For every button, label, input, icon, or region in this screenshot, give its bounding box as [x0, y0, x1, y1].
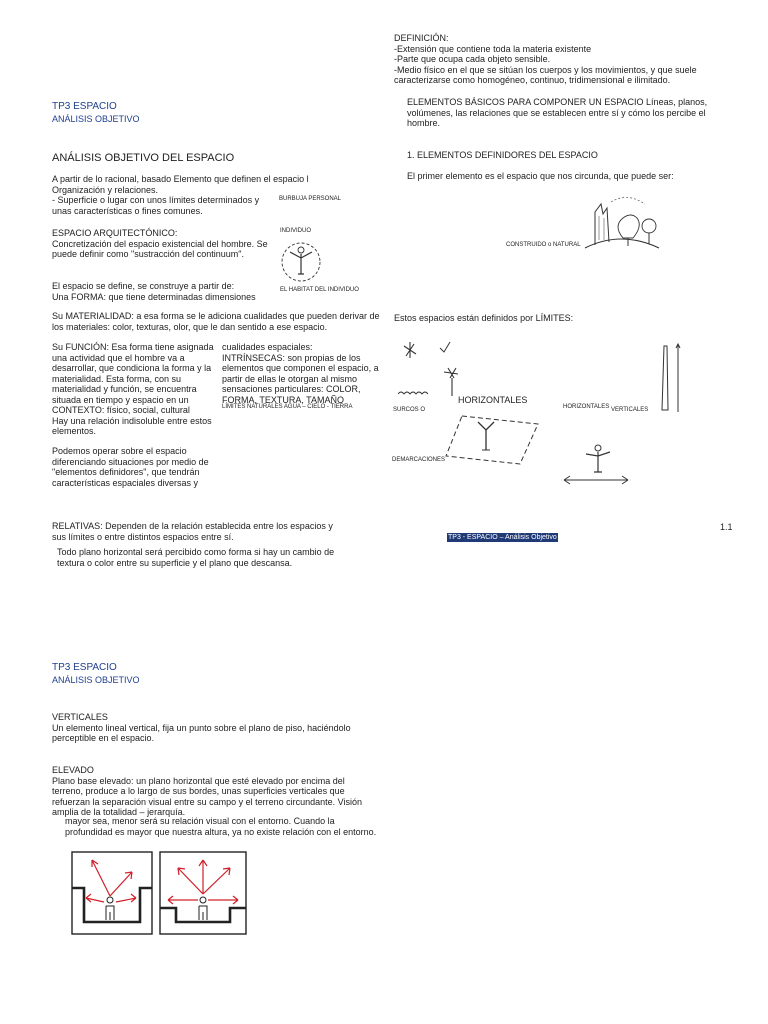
- verticales-line: perceptible en el espacio.: [52, 733, 155, 743]
- intro-line: - Superficie o lugar con unos límites determinados y: [52, 195, 260, 205]
- materialidad-line: los materiales: color, texturas, olor, que le dan sentido a ese espacio.: [52, 321, 328, 332]
- definition-line: -Parte que ocupa cada objeto sensible.: [394, 54, 551, 64]
- mayor-text: [65, 816, 376, 837]
- label-horizontales-small: HORIZONTALES: [563, 404, 610, 410]
- cualidades-text: [222, 342, 379, 405]
- plano-line: textura o color entre su superficie y el plano que descansa.: [57, 557, 293, 568]
- operar-line: diferenciando situaciones por medio de: [52, 456, 209, 467]
- forma-text: [52, 281, 256, 302]
- mayor-line: profundidad es mayor que nuestra altura, ya no existe relación con el entorno.: [65, 826, 377, 837]
- intro-line: A partir de lo racional, basado Elemento que definen el espacio l: [52, 174, 309, 184]
- definition-line: caracterizarse como homogéneo, continuo, tridimensional e ilimitado.: [394, 75, 671, 85]
- label-habitat: EL HABITAT DEL INDIVIDUO: [280, 287, 359, 293]
- materialidad-line: Su MATERIALIDAD: a esa forma se le adiciona cualidades que pueden derivar de: [52, 311, 380, 321]
- intro-line: unas características o fines comunes.: [52, 205, 203, 216]
- page2-subtitle: ANÁLISIS OBJETIVO: [52, 675, 140, 685]
- page2-title: TP3 ESPACIO: [52, 662, 117, 673]
- definition-heading: DEFINICIÓN:: [394, 33, 449, 43]
- construido-natural-sketch-icon: [583, 190, 661, 252]
- materialidad-text: [52, 311, 380, 332]
- forma-line: El espacio se define, se construye a partir de:: [52, 281, 235, 291]
- section-title: ANÁLISIS OBJETIVO DEL ESPACIO: [52, 152, 235, 164]
- page-title: TP3 ESPACIO: [52, 101, 117, 112]
- primer-elemento-text: El primer elemento es el espacio que nos circunda, que puede ser:: [407, 171, 674, 181]
- limites-text: Estos espacios están definidos por LÍMITES:: [394, 313, 574, 323]
- funcion-line: Su FUNCIÓN: Esa forma tiene asignada: [52, 342, 214, 352]
- cualidades-line: sensaciones particulares: COLOR,: [222, 384, 361, 394]
- elementos-basicos-line: volúmenes, las relaciones que se establecen entre sí y cómo los percibe el: [407, 107, 706, 118]
- operar-line: "elementos definidores", que tendrán: [52, 467, 200, 477]
- funcion-line: elementos.: [52, 426, 97, 436]
- elementos-basicos-line: hombre.: [407, 118, 441, 128]
- elementos-basicos-line: ELEMENTOS BÁSICOS PARA COMPONER UN ESPACIO Líneas, planos,: [407, 97, 708, 107]
- elevado-text: [52, 765, 362, 818]
- funcion-line: CONTEXTO: físico, social, cultural: [52, 405, 190, 415]
- relativas-text: [52, 521, 333, 542]
- funcion-line: materialidad. Esta forma, con su: [52, 373, 182, 384]
- operar-line: Podemos operar sobre el espacio: [52, 446, 187, 456]
- cualidades-line: elementos que componen el espacio, a: [222, 363, 379, 373]
- plano-text: [57, 547, 334, 568]
- label-surcos: SURCOS O: [393, 407, 426, 413]
- label-burbuja: BURBUJA PERSONAL: [279, 196, 342, 202]
- label-verticales-small: VERTICALES: [611, 407, 649, 413]
- elevado-heading: ELEVADO: [52, 765, 94, 775]
- arq-line: puede definir como "sustracción del continuum".: [52, 249, 244, 259]
- label-horizontales: HORIZONTALES: [458, 395, 528, 405]
- individuo-sketch-icon: [278, 238, 328, 288]
- persona-suelo-sketch-icon: [560, 438, 632, 490]
- elevado-line: refuerzan la separación visual entre su campo y el terreno circundante. Visión: [52, 796, 363, 807]
- definition-line: -Medio físico en el que se sitúan los cuerpos y los movimientos, y que suele: [394, 64, 697, 75]
- footer-highlight: TP3 - ESPACIO – Análisis Objetivo: [448, 534, 557, 541]
- funcion-line: desarrollar, que condiciona la forma y la: [52, 363, 212, 373]
- profundidad-diagram-icon: [70, 850, 250, 936]
- demarcaciones-sketch-icon: [438, 408, 548, 466]
- elevado-line: Plano base elevado: un plano horizontal que esté elevado por encima del: [52, 775, 345, 786]
- elementos-basicos-text: [407, 97, 707, 129]
- plano-line: Todo plano horizontal será percibido como forma si hay un cambio de: [57, 547, 335, 557]
- funcion-text: [52, 342, 214, 437]
- definidores-title: 1. ELEMENTOS DEFINIDORES DEL ESPACIO: [407, 150, 598, 160]
- relativas-line: RELATIVAS: Dependen de la relación establecida entre los espacios y: [52, 521, 333, 531]
- mayor-line: mayor sea, menor será su relación visual con el entorno. Cuando la: [65, 816, 335, 826]
- funcion-line: situada en tiempo y espacio en un: [52, 394, 189, 405]
- verticales-text: [52, 712, 351, 744]
- forma-line: Una FORMA: que tiene determinadas dimensiones: [52, 291, 256, 302]
- operar-line: características espaciales diversas y: [52, 477, 199, 488]
- arq-line: Concretización del espacio existencial del hombre. Se: [52, 238, 268, 249]
- verticales-sketch-icon: [656, 342, 686, 414]
- intro-text: [52, 174, 309, 216]
- arq-line: ESPACIO ARQUITECTÓNICO:: [52, 228, 178, 238]
- label-individuo: INDIVIDUO: [280, 228, 312, 234]
- cualidades-line: cualidades espaciales:: [222, 342, 313, 352]
- funcion-line: una actividad que el hombre va a: [52, 352, 185, 363]
- arquitectonico-text: [52, 228, 268, 260]
- elevado-line: terreno, produce a lo largo de sus bordes, unas superficies verticales que: [52, 786, 345, 796]
- page-subtitle: ANÁLISIS OBJETIVO: [52, 114, 140, 124]
- label-construido: CONSTRUIDO o NATURAL: [506, 242, 581, 248]
- cualidades-line: INTRÍNSECAS: son propias de los: [222, 352, 361, 363]
- definition-line: -Extensión que contiene toda la materia existente: [394, 43, 592, 54]
- cualidades-line: FORMA, TEXTURA, TAMAÑO: [222, 394, 345, 405]
- verticales-line: Un elemento lineal vertical, fija un punto sobre el plano de piso, haciéndolo: [52, 722, 351, 733]
- elevado-line: amplia de la totalidad – jerarquía.: [52, 807, 186, 817]
- cualidades-line: partir de ellas le otorgan al mismo: [222, 373, 358, 384]
- operar-text: [52, 446, 209, 488]
- funcion-line: materialidad y función, se encuentra: [52, 384, 197, 394]
- intro-line: Organización y relaciones.: [52, 184, 159, 195]
- page-number: 1.1: [720, 522, 733, 532]
- definition-block: [394, 33, 697, 86]
- limites-naturales: LÍMITES NATURALES AGUA – CIELO - TIERRA: [222, 404, 353, 410]
- label-demarcaciones: DEMARCACIONES: [392, 457, 446, 463]
- funcion-line: Hay una relación indisoluble entre estos: [52, 415, 212, 426]
- relativas-line: sus límites o entre distintos espacios entre sí.: [52, 531, 234, 542]
- verticales-heading: VERTICALES: [52, 712, 108, 722]
